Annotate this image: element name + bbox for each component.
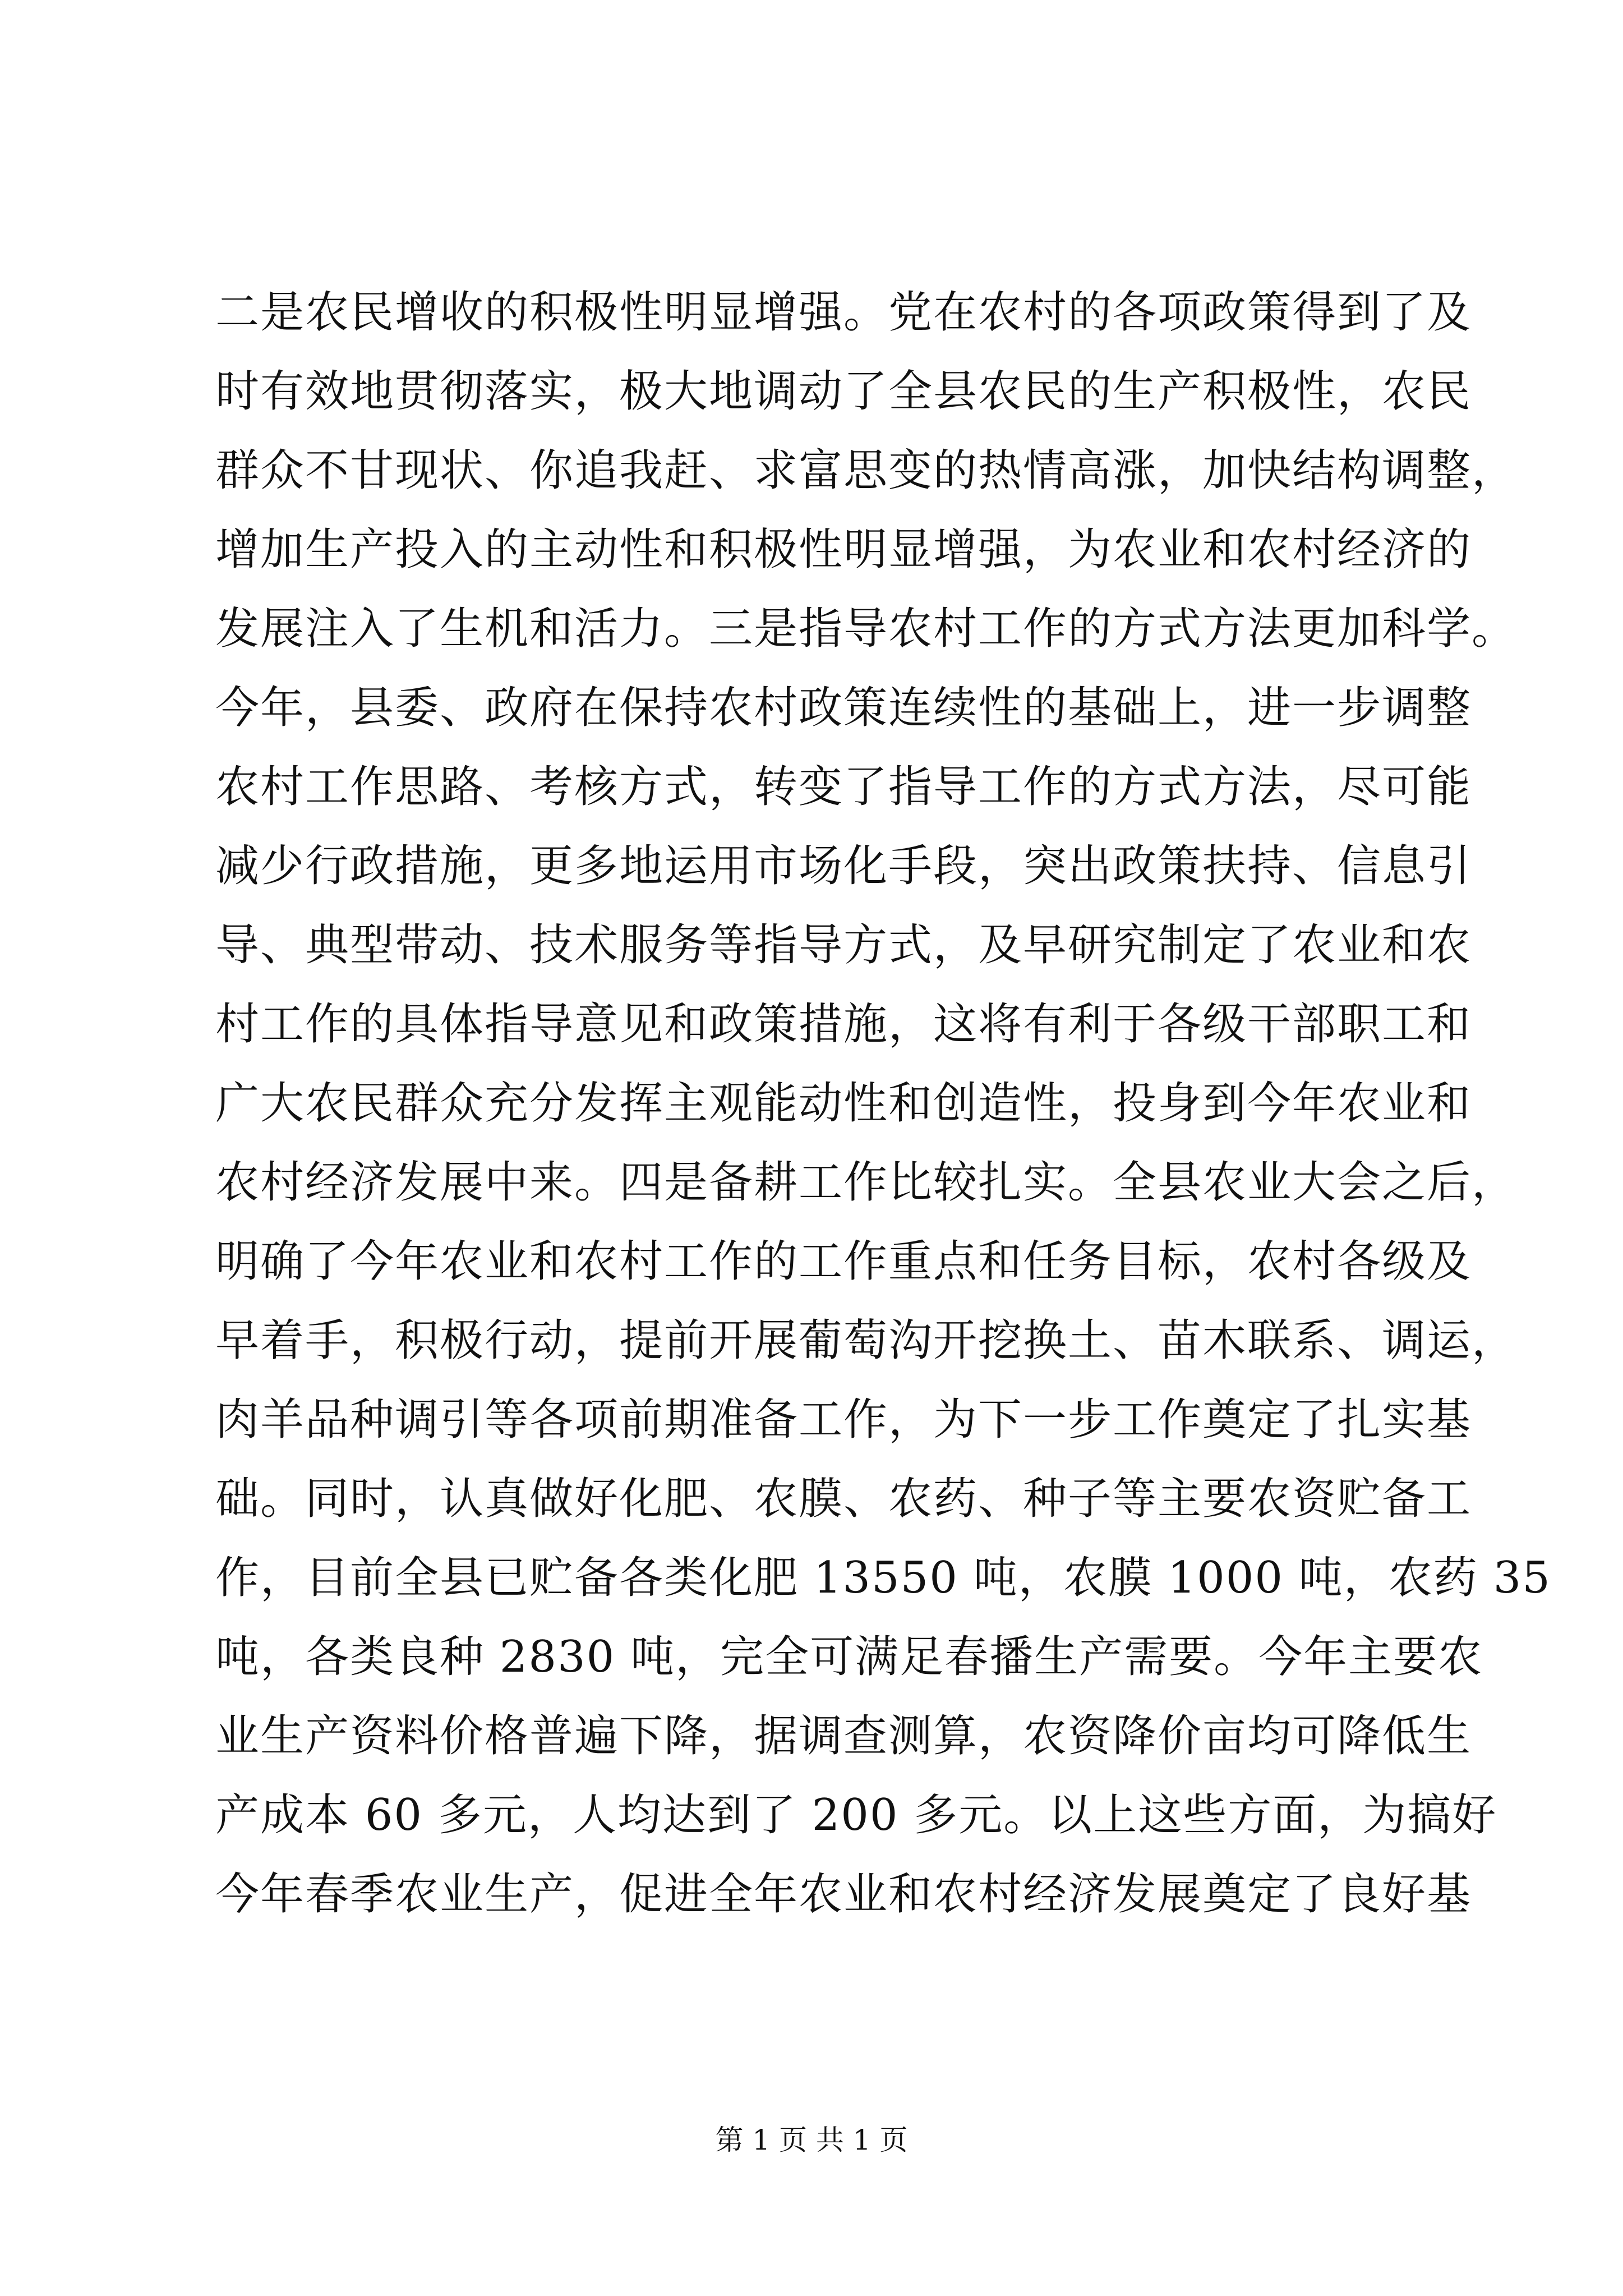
text-line: 时有效地贯彻落实，极大地调动了全县农民的生产积极性，农民: [215, 366, 1472, 417]
text-line: 村工作的具体指导意见和政策措施，这将有利于各级干部职工和: [215, 999, 1472, 1050]
text-line: 二是农民增收的积极性明显增强。党在农村的各项政策得到了及: [215, 287, 1472, 338]
text-line: 础。同时，认真做好化肥、农膜、农药、种子等主要农资贮备工: [215, 1474, 1472, 1524]
text-line: 今年春季农业生产，促进全年农业和农村经济发展奠定了良好基: [215, 1869, 1472, 1920]
text-line: 发展注入了生机和活力。三是指导农村工作的方式方法更加科学。: [215, 604, 1517, 654]
text-line: 农村工作思路、考核方式，转变了指导工作的方式方法，尽可能: [215, 762, 1472, 812]
text-line: 群众不甘现状、你追我赶、求富思变的热情高涨，加快结构调整，: [215, 445, 1517, 496]
text-line: 吨，各类良种 2830 吨，完全可满足春播生产需要。今年主要农: [215, 1632, 1483, 1682]
text-line: 业生产资料价格普遍下降，据调查测算，农资降价亩均可降低生: [215, 1711, 1472, 1761]
text-line: 明确了今年农业和农村工作的工作重点和任务目标，农村各级及: [215, 1236, 1472, 1287]
text-line: 减少行政措施，更多地运用市场化手段，突出政策扶持、信息引: [215, 841, 1472, 891]
page-footer: 第 1 页 共 1 页: [715, 2124, 908, 2156]
text-line: 广大农民群众充分发挥主观能动性和创造性，投身到今年农业和: [215, 1078, 1472, 1129]
text-line: 农村经济发展中来。四是备耕工作比较扎实。全县农业大会之后，: [215, 1157, 1517, 1208]
text-line: 产成本 60 多元，人均达到了 200 多元。以上这些方面，为搞好: [215, 1790, 1497, 1841]
text-line: 导、典型带动、技术服务等指导方式，及早研究制定了农业和农: [215, 920, 1472, 970]
text-line: 今年，县委、政府在保持农村政策连续性的基础上，进一步调整: [215, 683, 1472, 733]
text-line: 增加生产投入的主动性和积极性明显增强，为农业和农村经济的: [215, 524, 1472, 575]
text-line: 作，目前全县已贮备各类化肥 13550 吨，农膜 1000 吨，农药 35: [215, 1553, 1551, 1603]
text-line: 早着手，积极行动，提前开展葡萄沟开挖换土、苗木联系、调运，: [215, 1315, 1517, 1366]
text-line: 肉羊品种调引等各项前期准备工作，为下一步工作奠定了扎实基: [215, 1395, 1472, 1445]
